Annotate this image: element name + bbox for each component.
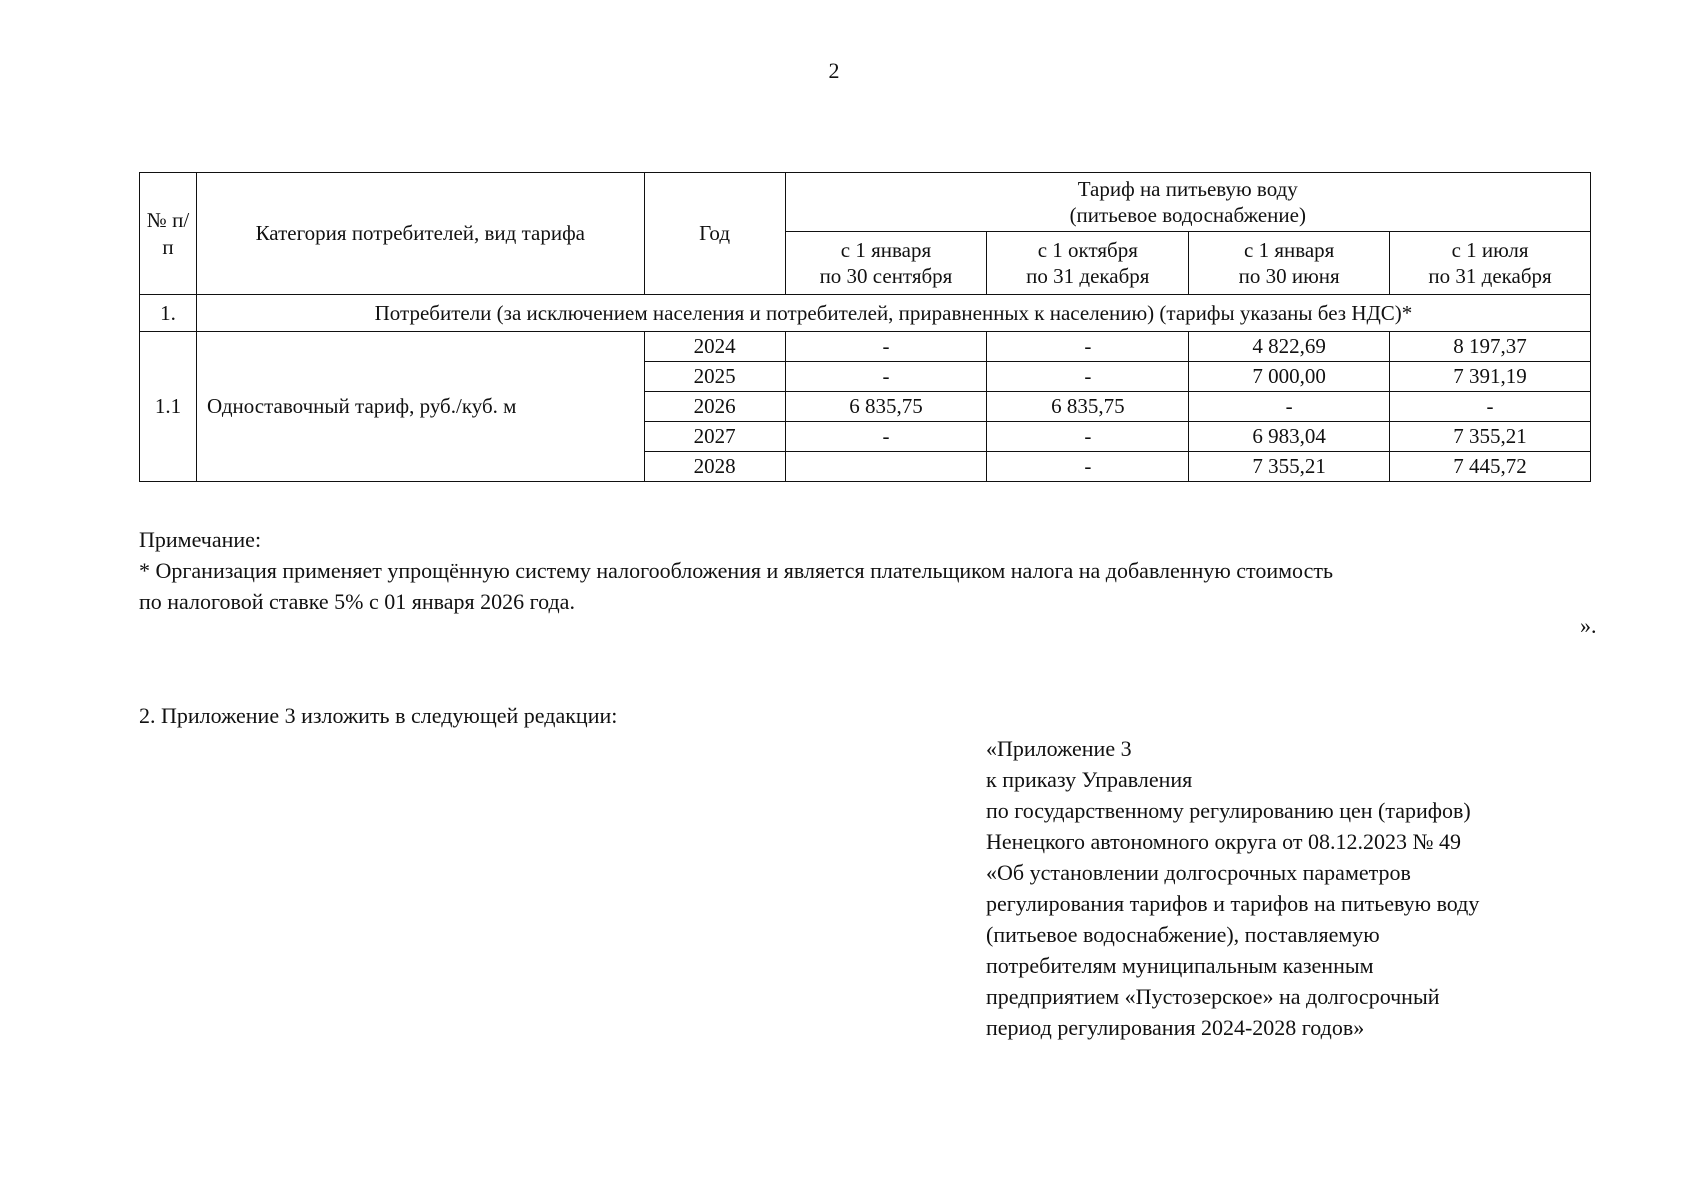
item-label: Одноставочный тариф, руб./куб. м <box>196 332 644 482</box>
appendix-line: период регулирования 2024-2028 годов» <box>986 1015 1365 1040</box>
value-cell: - <box>785 332 987 362</box>
section-label: Потребители (за исключением населения и потребителей, приравненных к населению) (тарифы указаны без НДС)* <box>196 295 1590 332</box>
value-cell: 7 355,21 <box>1189 452 1390 482</box>
value-cell: 6 983,04 <box>1189 422 1390 452</box>
header-tariff-group-line1: Тариф на питьевую воду <box>1077 176 1298 201</box>
header-period-line2: по 30 июня <box>1238 264 1340 288</box>
header-period-line2: по 30 сентября <box>819 264 953 288</box>
appendix-line: к приказу Управления <box>986 767 1193 792</box>
page-number: 2 <box>828 58 840 83</box>
item-num: 1.1 <box>140 332 197 482</box>
item-2-heading: 2. Приложение 3 изложить в следующей редакции: <box>139 703 618 728</box>
header-tariff-group-line2: (питьевое водоснабжение) <box>1069 203 1306 227</box>
header-period-line1: с 1 января <box>840 237 932 262</box>
appendix-line: Ненецкого автономного округа от 08.12.2023 № 49 <box>986 829 1461 854</box>
header-num: № п/п <box>140 173 197 295</box>
year-cell: 2024 <box>644 332 785 362</box>
value-cell: 8 197,37 <box>1390 332 1591 362</box>
header-year: Год <box>644 173 785 295</box>
appendix-line: «Приложение 3 <box>986 736 1132 761</box>
header-period-line1: с 1 июля <box>1451 237 1529 262</box>
value-cell: - <box>987 362 1189 392</box>
appendix-line: регулирования тарифов и тарифов на питьевую воду <box>986 891 1480 916</box>
value-cell: 6 835,75 <box>987 392 1189 422</box>
header-category: Категория потребителей, вид тарифа <box>196 173 644 295</box>
year-cell: 2026 <box>644 392 785 422</box>
value-cell: 7 445,72 <box>1390 452 1591 482</box>
note-block <box>139 524 1599 617</box>
value-cell: 6 835,75 <box>785 392 987 422</box>
table-section-row <box>140 295 1591 332</box>
year-cell: 2028 <box>644 452 785 482</box>
header-period <box>1189 232 1390 295</box>
header-period-line1: с 1 января <box>1244 237 1335 262</box>
value-cell: 7 000,00 <box>1189 362 1390 392</box>
value-cell: - <box>1189 392 1390 422</box>
header-period <box>1390 232 1591 295</box>
value-cell: - <box>1390 392 1591 422</box>
note-line: * Организация применяет упрощённую систему налогообложения и является плательщиком налога на добавленную стоимость <box>139 558 1334 583</box>
year-cell: 2027 <box>644 422 785 452</box>
value-cell: - <box>785 362 987 392</box>
header-period <box>987 232 1189 295</box>
value-cell <box>785 452 987 482</box>
table-header-row <box>140 173 1591 232</box>
value-cell: - <box>785 422 987 452</box>
header-period-line2: по 31 декабря <box>1428 264 1552 288</box>
appendix-line: предприятием «Пустозерское» на долгосрочный <box>986 984 1440 1009</box>
header-tariff-group <box>785 173 1590 232</box>
value-cell: - <box>987 332 1189 362</box>
header-period-line1: с 1 октября <box>1037 237 1138 262</box>
appendix-line: по государственному регулированию цен (тарифов) <box>986 798 1471 823</box>
appendix-line: «Об установлении долгосрочных параметров <box>986 860 1411 885</box>
value-cell: 7 391,19 <box>1390 362 1591 392</box>
note-title: Примечание: <box>139 527 262 552</box>
value-cell: - <box>987 452 1189 482</box>
table-row <box>140 332 1591 362</box>
appendix-line: потребителям муниципальным казенным <box>986 953 1374 978</box>
tariff-table <box>139 172 1591 482</box>
value-cell: - <box>987 422 1189 452</box>
value-cell: 4 822,69 <box>1189 332 1390 362</box>
appendix-header <box>986 733 1596 1043</box>
value-cell: 7 355,21 <box>1390 422 1591 452</box>
section-num: 1. <box>140 295 197 332</box>
closing-quote: ». <box>1580 613 1597 638</box>
note-line: по налоговой ставке 5% с 01 января 2026 года. <box>139 589 575 614</box>
header-period-line2: по 31 декабря <box>1026 264 1150 288</box>
header-period <box>785 232 987 295</box>
appendix-line: (питьевое водоснабжение), поставляемую <box>986 922 1380 947</box>
year-cell: 2025 <box>644 362 785 392</box>
